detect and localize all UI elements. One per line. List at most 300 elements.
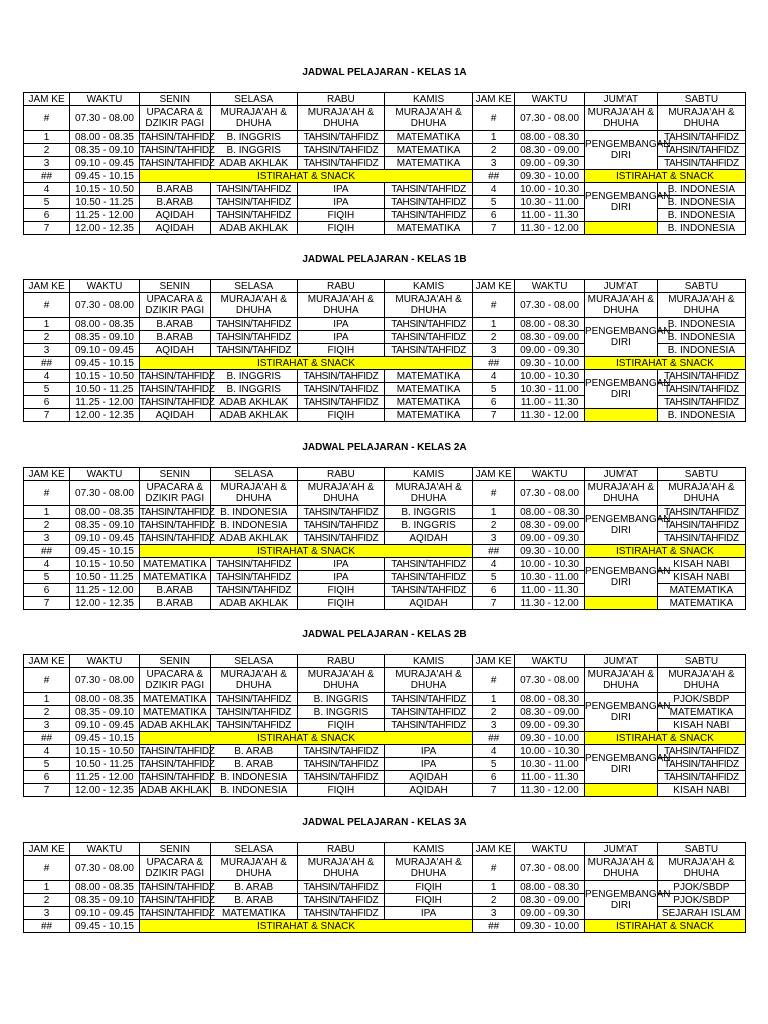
table-cell: KISAH NABI xyxy=(657,558,745,571)
table-row xyxy=(24,745,746,758)
table-cell: 09.10 - 09.45 xyxy=(70,157,140,170)
table-cell: ADAB AKHLAK xyxy=(210,409,297,422)
table-cell: MURAJA'AH & DHUHA xyxy=(657,106,745,131)
table-cell: B.ARAB xyxy=(139,318,210,331)
table-cell: TAHSIN/TAHFIDZ xyxy=(384,331,472,344)
pengembangan-diri-cell: PENGEMBANGAN DIRI xyxy=(584,745,657,784)
table-cell: ## xyxy=(473,920,515,933)
empty-slot-cell xyxy=(584,597,657,610)
table-cell: TAHSIN/TAHFIDZ xyxy=(297,532,384,545)
table-cell: TAHSIN/TAHFIDZ xyxy=(384,344,472,357)
column-header: WAKTU xyxy=(515,655,585,668)
table-cell: # xyxy=(473,106,515,131)
table-cell: 09.10 - 09.45 xyxy=(70,532,140,545)
table-cell: B. INGGRIS xyxy=(210,383,297,396)
table-cell: TAHSIN/TAHFIDZ xyxy=(210,558,297,571)
table-cell: TAHSIN/TAHFIDZ xyxy=(139,131,215,143)
column-header: SENIN xyxy=(139,843,210,856)
table-cell: TAHSIN/TAHFIDZ xyxy=(657,758,745,771)
table-cell: TAHSIN/TAHFIDZ xyxy=(210,571,297,584)
table-cell: 09.45 - 10.15 xyxy=(70,545,140,558)
table-cell: TAHSIN/TAHFIDZ xyxy=(297,506,384,519)
table-cell: MURAJA'AH & DHUHA xyxy=(384,856,472,881)
table-row xyxy=(24,481,746,506)
table-cell: KISAH NABI xyxy=(657,784,745,797)
table-cell: 7 xyxy=(24,597,70,610)
table-cell: TAHSIN/TAHFIDZ xyxy=(297,144,384,157)
table-cell: MURAJA'AH & DHUHA xyxy=(584,293,657,318)
table-cell: TAHSIN/TAHFIDZ xyxy=(139,157,215,169)
table-cell: TAHSIN/TAHFIDZ xyxy=(139,519,215,531)
column-header: JAM KE xyxy=(473,468,515,481)
table-cell: AQIDAH xyxy=(139,209,210,222)
table-cell: B. INDONESIA xyxy=(210,771,297,784)
schedule-section xyxy=(23,816,746,933)
header-row xyxy=(24,468,746,481)
table-cell: 4 xyxy=(24,745,70,758)
table-cell: TAHSIN/TAHFIDZ xyxy=(384,719,472,732)
table-cell: 08.35 - 09.10 xyxy=(70,894,140,907)
column-header: JAM KE xyxy=(473,280,515,293)
table-cell: 09.30 - 10.00 xyxy=(515,170,585,183)
table-cell: 10.00 - 10.30 xyxy=(515,558,585,571)
table-cell: 07.30 - 08.00 xyxy=(70,106,140,131)
table-row xyxy=(24,558,746,571)
table-cell: 11.00 - 11.30 xyxy=(515,584,585,597)
table-cell: 3 xyxy=(24,344,70,357)
table-cell: IPA xyxy=(297,558,384,571)
table-cell: MATEMATIKA xyxy=(384,157,472,170)
table-cell: 7 xyxy=(473,784,515,797)
table-row xyxy=(24,784,746,797)
table-cell: 07.30 - 08.00 xyxy=(515,856,585,881)
column-header: SENIN xyxy=(139,280,210,293)
table-cell: 10.50 - 11.25 xyxy=(70,758,140,771)
table-cell: MURAJA'AH & DHUHA xyxy=(384,481,472,506)
table-cell: PJOK/SBDP xyxy=(657,881,745,894)
break-cell: ISTIRAHAT & SNACK xyxy=(139,545,472,558)
table-cell: 08.30 - 09.00 xyxy=(515,706,585,719)
table-cell: 08.30 - 09.00 xyxy=(515,144,585,157)
table-cell: TAHSIN/TAHFIDZ xyxy=(384,196,472,209)
table-cell: 1 xyxy=(24,693,70,706)
table-cell: B. INGGRIS xyxy=(297,706,384,719)
column-header: WAKTU xyxy=(70,655,140,668)
table-cell: 3 xyxy=(473,157,515,170)
table-cell: 10.15 - 10.50 xyxy=(70,745,140,758)
table-cell: TAHSIN/TAHFIDZ xyxy=(139,771,215,783)
table-cell: 6 xyxy=(24,209,70,222)
schedule-title: JADWAL PELAJARAN - KELAS 2B xyxy=(302,629,467,640)
table-cell: 07.30 - 08.00 xyxy=(70,293,140,318)
table-cell: 6 xyxy=(473,209,515,222)
table-cell: 5 xyxy=(24,571,70,584)
column-header: SELASA xyxy=(210,93,297,106)
schedule-table xyxy=(23,92,746,235)
table-row xyxy=(24,856,746,881)
table-cell: 08.00 - 08.35 xyxy=(70,131,140,144)
table-cell: ADAB AKHLAK xyxy=(140,719,210,731)
column-header: JUM'AT xyxy=(584,655,657,668)
table-cell: 10.30 - 11.00 xyxy=(515,383,585,396)
table-cell: MATEMATIKA xyxy=(384,383,472,396)
table-cell: SEJARAH ISLAM xyxy=(657,907,745,920)
table-cell: 11.00 - 11.30 xyxy=(515,771,585,784)
table-cell: B. INDONESIA xyxy=(657,409,745,422)
table-cell: 08.00 - 08.35 xyxy=(70,318,140,331)
break-cell: ISTIRAHAT & SNACK xyxy=(584,545,745,558)
table-cell: IPA xyxy=(297,571,384,584)
column-header: WAKTU xyxy=(515,843,585,856)
column-header: SELASA xyxy=(210,843,297,856)
table-cell: 3 xyxy=(473,719,515,732)
table-cell: FIQIH xyxy=(297,597,384,610)
table-cell: AQIDAH xyxy=(139,409,210,422)
table-cell: # xyxy=(473,856,515,881)
table-cell: TAHSIN/TAHFIDZ xyxy=(210,706,297,719)
column-header: JUM'AT xyxy=(584,843,657,856)
table-cell: 09.45 - 10.15 xyxy=(70,170,140,183)
table-cell: MATEMATIKA xyxy=(384,409,472,422)
table-cell: AQIDAH xyxy=(384,532,472,545)
table-cell: 10.15 - 10.50 xyxy=(70,370,140,383)
table-cell: MATEMATIKA xyxy=(657,584,745,597)
table-cell: TAHSIN/TAHFIDZ xyxy=(210,183,297,196)
table-cell: 09.00 - 09.30 xyxy=(515,719,585,732)
table-cell: IPA xyxy=(297,183,384,196)
column-header: JUM'AT xyxy=(584,93,657,106)
table-cell: 3 xyxy=(24,532,70,545)
table-cell: 08.00 - 08.30 xyxy=(515,131,585,144)
column-header: SABTU xyxy=(657,843,745,856)
break-row xyxy=(24,357,746,370)
table-cell: ADAB AKHLAK xyxy=(210,597,297,610)
table-cell: B. INDONESIA xyxy=(657,222,745,235)
table-cell: B. INDONESIA xyxy=(210,784,297,797)
table-cell: B. ARAB xyxy=(210,758,297,771)
column-header: WAKTU xyxy=(515,93,585,106)
table-cell: 08.35 - 09.10 xyxy=(70,331,140,344)
table-cell: 08.00 - 08.30 xyxy=(515,318,585,331)
table-row xyxy=(24,131,746,144)
table-cell: 2 xyxy=(473,144,515,157)
column-header: KAMIS xyxy=(384,843,472,856)
table-cell: MURAJA'AH & DHUHA xyxy=(384,293,472,318)
table-cell: TAHSIN/TAHFIDZ xyxy=(384,209,472,222)
table-cell: AQIDAH xyxy=(139,222,210,235)
table-cell: TAHSIN/TAHFIDZ xyxy=(139,881,215,893)
table-cell: 7 xyxy=(24,784,70,797)
table-cell: 1 xyxy=(473,131,515,144)
table-cell: 11.30 - 12.00 xyxy=(515,409,585,422)
table-cell: 09.10 - 09.45 xyxy=(70,719,140,732)
break-row xyxy=(24,920,746,933)
break-cell: ISTIRAHAT & SNACK xyxy=(139,170,472,183)
table-cell: 1 xyxy=(24,318,70,331)
break-cell: ISTIRAHAT & SNACK xyxy=(139,732,472,745)
table-cell: 09.10 - 09.45 xyxy=(70,907,140,920)
table-cell: B.ARAB xyxy=(139,331,210,344)
table-cell: TAHSIN/TAHFIDZ xyxy=(139,758,215,770)
table-cell: TAHSIN/TAHFIDZ xyxy=(210,584,297,597)
table-cell: 09.45 - 10.15 xyxy=(70,920,140,933)
table-cell: 09.45 - 10.15 xyxy=(70,732,140,745)
table-cell: 6 xyxy=(24,771,70,784)
table-cell: # xyxy=(24,481,70,506)
table-cell: TAHSIN/TAHFIDZ xyxy=(657,383,745,396)
table-row xyxy=(24,409,746,422)
pengembangan-diri-cell: PENGEMBANGAN DIRI xyxy=(584,370,657,409)
table-cell: B. INDONESIA xyxy=(210,506,297,519)
table-cell: ## xyxy=(24,920,70,933)
column-header: JAM KE xyxy=(24,843,70,856)
column-header: JAM KE xyxy=(24,93,70,106)
schedule-table xyxy=(23,467,746,610)
column-header: KAMIS xyxy=(384,655,472,668)
table-cell: 7 xyxy=(473,409,515,422)
table-cell: IPA xyxy=(384,758,472,771)
table-cell: UPACARA & DZIKIR PAGI xyxy=(139,856,210,881)
schedule-table xyxy=(23,654,746,797)
table-cell: 08.30 - 09.00 xyxy=(515,519,585,532)
table-cell: 4 xyxy=(24,183,70,196)
table-cell: 2 xyxy=(24,144,70,157)
schedule-table xyxy=(23,842,746,933)
table-cell: 3 xyxy=(24,157,70,170)
table-cell: MATEMATIKA xyxy=(657,706,745,719)
table-cell: 5 xyxy=(24,383,70,396)
column-header: JAM KE xyxy=(473,843,515,856)
table-cell: ## xyxy=(473,170,515,183)
pengembangan-diri-cell: PENGEMBANGAN DIRI xyxy=(584,558,657,597)
table-cell: TAHSIN/TAHFIDZ xyxy=(657,519,745,532)
column-header: RABU xyxy=(297,468,384,481)
table-cell: 07.30 - 08.00 xyxy=(70,481,140,506)
table-cell: PJOK/SBDP xyxy=(657,693,745,706)
table-cell: MURAJA'AH & DHUHA xyxy=(297,481,384,506)
table-cell: 09.00 - 09.30 xyxy=(515,157,585,170)
break-cell: ISTIRAHAT & SNACK xyxy=(139,920,472,933)
table-row xyxy=(24,693,746,706)
table-cell: B. INGGRIS xyxy=(210,131,297,144)
table-cell: B. INGGRIS xyxy=(384,519,472,532)
table-cell: 6 xyxy=(473,771,515,784)
table-cell: TAHSIN/TAHFIDZ xyxy=(297,758,384,771)
table-cell: 4 xyxy=(24,370,70,383)
table-cell: 08.35 - 09.10 xyxy=(70,144,140,157)
table-cell: TAHSIN/TAHFIDZ xyxy=(139,506,215,518)
table-cell: AQIDAH xyxy=(384,784,472,797)
table-row xyxy=(24,106,746,131)
table-cell: TAHSIN/TAHFIDZ xyxy=(384,318,472,331)
column-header: RABU xyxy=(297,280,384,293)
table-cell: TAHSIN/TAHFIDZ xyxy=(139,532,215,544)
table-cell: TAHSIN/TAHFIDZ xyxy=(297,894,384,907)
table-cell: TAHSIN/TAHFIDZ xyxy=(384,693,472,706)
schedule-table xyxy=(23,279,746,422)
table-cell: TAHSIN/TAHFIDZ xyxy=(139,907,215,919)
break-row xyxy=(24,545,746,558)
table-cell: 2 xyxy=(24,331,70,344)
table-cell: FIQIH xyxy=(297,209,384,222)
table-cell: 09.45 - 10.15 xyxy=(70,357,140,370)
table-cell: TAHSIN/TAHFIDZ xyxy=(657,396,745,409)
table-cell: 12.00 - 12.35 xyxy=(70,597,140,610)
table-cell: TAHSIN/TAHFIDZ xyxy=(210,318,297,331)
table-cell: MURAJA'AH & DHUHA xyxy=(584,668,657,693)
table-cell: 09.00 - 09.30 xyxy=(515,532,585,545)
table-cell: B. INDONESIA xyxy=(657,196,745,209)
table-row xyxy=(24,318,746,331)
table-cell: B. INDONESIA xyxy=(657,183,745,196)
table-cell: MURAJA'AH & DHUHA xyxy=(297,856,384,881)
table-cell: TAHSIN/TAHFIDZ xyxy=(139,894,215,906)
table-cell: MURAJA'AH & DHUHA xyxy=(297,106,384,131)
table-cell: B. INGGRIS xyxy=(210,370,297,383)
table-cell: FIQIH xyxy=(384,894,472,907)
table-cell: ## xyxy=(24,357,70,370)
table-cell: TAHSIN/TAHFIDZ xyxy=(139,144,215,156)
table-cell: B. ARAB xyxy=(210,881,297,894)
table-cell: IPA xyxy=(384,745,472,758)
table-cell: 7 xyxy=(473,597,515,610)
table-cell: MURAJA'AH & DHUHA xyxy=(210,668,297,693)
table-cell: 08.00 - 08.35 xyxy=(70,881,140,894)
table-cell: 10.50 - 11.25 xyxy=(70,383,140,396)
column-header: RABU xyxy=(297,843,384,856)
header-row xyxy=(24,655,746,668)
column-header: KAMIS xyxy=(384,280,472,293)
schedule-title: JADWAL PELAJARAN - KELAS 2A xyxy=(302,442,467,453)
column-header: SELASA xyxy=(210,280,297,293)
table-cell: ## xyxy=(473,357,515,370)
table-cell: MURAJA'AH & DHUHA xyxy=(297,668,384,693)
table-cell: 07.30 - 08.00 xyxy=(70,668,140,693)
table-cell: B. ARAB xyxy=(210,745,297,758)
table-cell: IPA xyxy=(297,318,384,331)
table-cell: 3 xyxy=(473,532,515,545)
pengembangan-diri-cell: PENGEMBANGAN DIRI xyxy=(584,131,657,170)
table-cell: B. INDONESIA xyxy=(657,331,745,344)
table-cell: TAHSIN/TAHFIDZ xyxy=(210,344,297,357)
table-cell: 5 xyxy=(473,383,515,396)
table-cell: KISAH NABI xyxy=(657,719,745,732)
column-header: JUM'AT xyxy=(584,280,657,293)
table-cell: 5 xyxy=(24,758,70,771)
table-cell: 2 xyxy=(24,894,70,907)
table-cell: MATEMATIKA xyxy=(657,597,745,610)
table-cell: TAHSIN/TAHFIDZ xyxy=(297,519,384,532)
table-cell: 1 xyxy=(473,881,515,894)
table-cell: IPA xyxy=(297,331,384,344)
table-cell: B.ARAB xyxy=(139,196,210,209)
table-cell: MURAJA'AH & DHUHA xyxy=(384,668,472,693)
table-cell: # xyxy=(24,293,70,318)
table-cell: 11.00 - 11.30 xyxy=(515,396,585,409)
column-header: SABTU xyxy=(657,93,745,106)
column-header: WAKTU xyxy=(70,468,140,481)
column-header: KAMIS xyxy=(384,93,472,106)
break-row xyxy=(24,170,746,183)
table-cell: 11.25 - 12.00 xyxy=(70,209,140,222)
column-header: SABTU xyxy=(657,280,745,293)
table-cell: # xyxy=(24,668,70,693)
table-cell: TAHSIN/TAHFIDZ xyxy=(297,907,384,920)
table-cell: 2 xyxy=(473,894,515,907)
table-cell: # xyxy=(473,293,515,318)
table-cell: MURAJA'AH & DHUHA xyxy=(210,106,297,131)
table-cell: TAHSIN/TAHFIDZ xyxy=(139,745,215,757)
column-header: SENIN xyxy=(139,655,210,668)
table-cell: 5 xyxy=(473,196,515,209)
break-cell: ISTIRAHAT & SNACK xyxy=(139,357,472,370)
table-cell: 11.30 - 12.00 xyxy=(515,222,585,235)
column-header: SENIN xyxy=(139,93,210,106)
table-cell: MURAJA'AH & DHUHA xyxy=(657,856,745,881)
schedule-section xyxy=(23,441,746,610)
table-cell: B. INGGRIS xyxy=(384,506,472,519)
column-header: KAMIS xyxy=(384,468,472,481)
table-cell: AQIDAH xyxy=(139,344,210,357)
table-cell: 3 xyxy=(473,907,515,920)
table-cell: TAHSIN/TAHFIDZ xyxy=(210,693,297,706)
column-header: WAKTU xyxy=(515,280,585,293)
table-cell: B.ARAB xyxy=(139,183,210,196)
header-row xyxy=(24,843,746,856)
table-cell: 4 xyxy=(473,183,515,196)
table-cell: TAHSIN/TAHFIDZ xyxy=(297,370,384,383)
table-row xyxy=(24,183,746,196)
table-cell: ADAB AKHLAK xyxy=(210,396,297,409)
column-header: SABTU xyxy=(657,468,745,481)
table-cell: 09.10 - 09.45 xyxy=(70,344,140,357)
table-cell: TAHSIN/TAHFIDZ xyxy=(657,370,745,383)
table-cell: TAHSIN/TAHFIDZ xyxy=(297,383,384,396)
table-cell: # xyxy=(24,856,70,881)
table-cell: TAHSIN/TAHFIDZ xyxy=(384,706,472,719)
pengembangan-diri-cell: PENGEMBANGAN DIRI xyxy=(584,881,657,920)
column-header: JAM KE xyxy=(24,280,70,293)
table-cell: 1 xyxy=(24,131,70,144)
table-cell: 10.50 - 11.25 xyxy=(70,196,140,209)
table-cell: 2 xyxy=(24,519,70,532)
table-row xyxy=(24,881,746,894)
table-cell: MATEMATIKA xyxy=(384,131,472,144)
table-cell: IPA xyxy=(384,907,472,920)
table-cell: TAHSIN/TAHFIDZ xyxy=(210,209,297,222)
table-cell: 10.15 - 10.50 xyxy=(70,183,140,196)
table-cell: 6 xyxy=(24,396,70,409)
table-cell: 1 xyxy=(24,881,70,894)
schedule-title: JADWAL PELAJARAN - KELAS 3A xyxy=(302,817,467,828)
table-cell: TAHSIN/TAHFIDZ xyxy=(657,144,745,157)
table-cell: 11.25 - 12.00 xyxy=(70,584,140,597)
column-header: SELASA xyxy=(210,468,297,481)
table-cell: 09.30 - 10.00 xyxy=(515,920,585,933)
pengembangan-diri-cell: PENGEMBANGAN DIRI xyxy=(584,693,657,732)
table-cell: 1 xyxy=(473,693,515,706)
pengembangan-diri-cell: PENGEMBANGAN DIRI xyxy=(584,318,657,357)
break-row xyxy=(24,732,746,745)
table-cell: UPACARA & DZIKIR PAGI xyxy=(139,106,210,131)
table-cell: 08.35 - 09.10 xyxy=(70,519,140,532)
table-cell: ## xyxy=(24,732,70,745)
table-cell: FIQIH xyxy=(297,409,384,422)
table-cell: 10.50 - 11.25 xyxy=(70,571,140,584)
table-cell: 2 xyxy=(24,706,70,719)
table-cell: 7 xyxy=(24,222,70,235)
table-cell: 07.30 - 08.00 xyxy=(515,106,585,131)
